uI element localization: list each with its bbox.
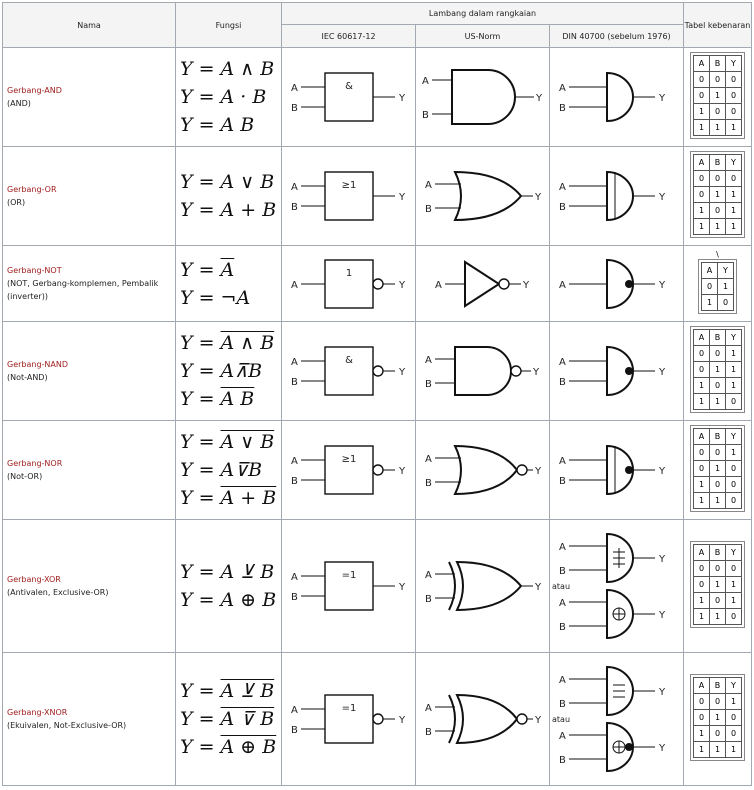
- svg-text:B: B: [558, 755, 566, 766]
- svg-text:Y: Y: [534, 466, 541, 477]
- formula: Y = A ∧ B: [180, 332, 275, 354]
- svg-text:A: A: [290, 572, 298, 583]
- formula: Y = A ⊽ B: [180, 708, 275, 730]
- function-cell: [176, 653, 282, 786]
- svg-text:Y: Y: [658, 687, 665, 698]
- formula: Y = A ∧ B: [180, 58, 275, 80]
- din-nand-gate-icon: [555, 341, 679, 401]
- svg-text:Y: Y: [398, 279, 405, 291]
- svg-text:A: A: [424, 180, 432, 191]
- header-din: DIN 40700 (sebelum 1976): [550, 25, 684, 48]
- svg-text:A: A: [290, 182, 298, 193]
- svg-text:Y: Y: [658, 192, 665, 203]
- svg-text:B: B: [558, 377, 566, 388]
- truth-table-cell: [684, 421, 752, 520]
- gate-row-or: [3, 147, 752, 246]
- svg-text:A: A: [558, 675, 566, 686]
- us-xnor-gate-icon: [421, 689, 545, 749]
- truth-table-cell: [684, 520, 752, 653]
- din-symbol: [550, 48, 684, 147]
- svg-text:A: A: [558, 182, 566, 193]
- formula: Y = ¬A: [180, 286, 251, 309]
- din-or-gate-icon: [555, 166, 679, 226]
- svg-text:B: B: [424, 379, 432, 390]
- svg-text:A: A: [424, 355, 432, 366]
- svg-text:1: 1: [345, 267, 352, 279]
- svg-text:B: B: [424, 478, 432, 489]
- svg-text:B: B: [290, 592, 298, 603]
- svg-text:&: &: [344, 81, 353, 92]
- formula: Y = A · B: [180, 86, 267, 108]
- svg-text:B: B: [424, 204, 432, 215]
- us-symbol: [416, 48, 550, 147]
- gate-row-nand: [3, 322, 752, 421]
- iec-nand-gate-icon: [287, 341, 411, 401]
- truth-table: A B Y 0 0 1 0 1 1 1 0 1 1 1 0: [693, 329, 742, 410]
- svg-text:A: A: [558, 456, 566, 467]
- svg-text:Y: Y: [534, 715, 541, 726]
- svg-text:Y: Y: [535, 93, 542, 104]
- din-and-gate-icon: [555, 67, 679, 127]
- svg-text:B: B: [290, 103, 298, 114]
- svg-text:A: A: [558, 731, 566, 742]
- us-nor-gate-icon: [421, 440, 545, 500]
- svg-text:A: A: [290, 705, 298, 716]
- alt-label: atau: [552, 582, 571, 591]
- formula: Y = A ⊕ B: [180, 736, 277, 758]
- gate-name-link[interactable]: Gerbang-OR: [7, 185, 57, 194]
- header-name: Nama: [3, 3, 176, 48]
- svg-text:Y: Y: [398, 466, 405, 477]
- us-and-gate-icon: [418, 62, 548, 132]
- formula: Y = A + B: [180, 487, 277, 509]
- function-cell: [176, 421, 282, 520]
- formula: $Y = \overline{A}$: [180, 258, 235, 281]
- function-cell: [176, 147, 282, 246]
- svg-text:Y: Y: [658, 279, 665, 291]
- din-xor-gate-icon: [555, 530, 679, 586]
- header-function: Fungsi: [176, 3, 282, 48]
- us-xor-gate-icon: [421, 556, 545, 616]
- gate-name-link[interactable]: Gerbang-XOR: [7, 575, 61, 584]
- formula: Y = A ⊻ B: [180, 680, 275, 702]
- formula: Y = A B: [180, 388, 255, 410]
- svg-text:B: B: [290, 202, 298, 213]
- iec-xnor-gate-icon: [287, 689, 411, 749]
- header-truth-table: Tabel kebenaran: [684, 3, 752, 48]
- gate-row-nor: [3, 421, 752, 520]
- din-xor-alt-gate-icon: [555, 586, 679, 642]
- svg-text:A: A: [558, 279, 566, 291]
- formula: Y = A B: [180, 114, 255, 136]
- gate-alias: (AND): [7, 99, 31, 108]
- truth-table-cell: \ A Y 0 1 1 0: [684, 246, 752, 322]
- truth-table: A B Y 0 0 0 0 1 1 1 0 1 1 1 1: [693, 154, 742, 235]
- truth-table-cell: [684, 653, 752, 786]
- gate-row-xnor: [3, 653, 752, 786]
- svg-text:Y: Y: [522, 279, 529, 291]
- svg-text:B: B: [558, 476, 566, 487]
- svg-text:A: A: [290, 456, 298, 467]
- svg-text:=1: =1: [341, 703, 356, 714]
- svg-text:B: B: [558, 622, 566, 633]
- svg-text:B: B: [558, 699, 566, 710]
- header-symbols: Lambang dalam rangkaian: [282, 3, 684, 25]
- alt-label: atau: [552, 715, 571, 724]
- gate-name-link[interactable]: Gerbang-NOR: [7, 459, 63, 468]
- us-nand-gate-icon: [421, 341, 545, 401]
- svg-text:Y: Y: [398, 93, 405, 104]
- svg-text:A: A: [290, 83, 298, 94]
- gate-alias: (NOT, Gerbang-komplemen, Pembalik (inverter)): [7, 279, 159, 301]
- iec-nor-gate-icon: [287, 440, 411, 500]
- iec-or-gate-icon: [287, 166, 411, 226]
- din-xnor-alt-gate-icon: [555, 719, 679, 775]
- iec-xor-gate-icon: [287, 556, 411, 616]
- svg-text:Y: Y: [658, 466, 665, 477]
- svg-text:A: A: [434, 279, 442, 291]
- svg-text:Y: Y: [398, 192, 405, 203]
- svg-text:B: B: [421, 110, 429, 121]
- function-cell: [176, 48, 282, 147]
- svg-text:Y: Y: [658, 367, 665, 378]
- function-cell: [176, 246, 282, 322]
- formula: Y = A + B: [180, 199, 277, 221]
- svg-text:B: B: [558, 566, 566, 577]
- gate-row-not: [3, 246, 752, 322]
- truth-table-cell: [684, 147, 752, 246]
- svg-text:B: B: [290, 377, 298, 388]
- truth-table-cell: [684, 48, 752, 147]
- svg-text:Y: Y: [398, 582, 405, 593]
- svg-text:B: B: [290, 725, 298, 736]
- svg-text:A: A: [424, 570, 432, 581]
- iec-symbol: [282, 48, 416, 147]
- function-cell: [176, 520, 282, 653]
- svg-text:A: A: [424, 454, 432, 465]
- svg-text:Y: Y: [534, 192, 541, 203]
- formula: Y = A ∨ B: [180, 431, 275, 453]
- svg-text:B: B: [424, 594, 432, 605]
- header-iec: IEC 60617-12: [282, 25, 416, 48]
- svg-text:Y: Y: [398, 367, 405, 378]
- svg-text:Y: Y: [658, 93, 665, 104]
- gate-row-xor: [3, 520, 752, 653]
- gate-name-link[interactable]: Gerbang-XNOR: [7, 708, 68, 717]
- gate-row-and: [3, 48, 752, 147]
- gate-alias: (Ekuivalen, Not-Exclusive-OR): [7, 721, 127, 730]
- din-xnor-gate-icon: [555, 663, 679, 719]
- formula: Y = A ⊕ B: [180, 589, 277, 611]
- iec-not-gate-icon: [287, 256, 411, 312]
- svg-text:Y: Y: [658, 554, 665, 565]
- truth-table: A Y 0 1 1 0: [701, 262, 734, 311]
- svg-text:A: A: [558, 542, 566, 553]
- header-us: US-Norm: [416, 25, 550, 48]
- svg-text:A: A: [290, 279, 298, 291]
- us-or-gate-icon: [421, 166, 545, 226]
- svg-text:Y: Y: [532, 367, 539, 378]
- svg-text:≥1: ≥1: [341, 454, 356, 465]
- logic-gates-table: [2, 2, 752, 786]
- iec-and-gate-icon: [287, 67, 411, 127]
- truth-table: A B Y 0 0 0 0 1 0 1 0 0 1 1 1: [693, 55, 742, 136]
- svg-text:Y: Y: [658, 743, 665, 754]
- svg-text:A: A: [421, 76, 429, 87]
- formula: Y = A ∨ B: [180, 171, 275, 193]
- gate-alias: (OR): [7, 198, 26, 207]
- svg-text:B: B: [558, 103, 566, 114]
- svg-text:B: B: [424, 727, 432, 738]
- truth-table: A B Y 0 0 0 0 1 1 1 0 1 1 1 0: [693, 544, 742, 625]
- svg-text:A: A: [558, 83, 566, 94]
- din-nor-gate-icon: [555, 440, 679, 500]
- svg-text:Y: Y: [658, 610, 665, 621]
- truth-table-cell: [684, 322, 752, 421]
- formula: Y = A ⊻ B: [180, 561, 275, 583]
- gate-name-link[interactable]: Gerbang-NOT: [7, 266, 62, 275]
- gate-alias: (Not-AND): [7, 373, 48, 382]
- truth-table: A B Y 0 0 1 0 1 0 1 0 0 1 1 0: [693, 428, 742, 509]
- formula: Y = A⊽B: [180, 459, 263, 481]
- gate-name-link[interactable]: Gerbang-AND: [7, 86, 62, 95]
- function-cell: [176, 322, 282, 421]
- truth-table: A B Y 0 0 1 0 1 0 1 0 0 1 1 1: [693, 677, 742, 758]
- svg-text:A: A: [424, 703, 432, 714]
- svg-text:&: &: [344, 355, 353, 366]
- gate-alias: (Antivalen, Exclusive-OR): [7, 588, 109, 597]
- svg-text:Y: Y: [534, 582, 541, 593]
- svg-text:Y: Y: [398, 715, 405, 726]
- gate-alias: (Not-OR): [7, 472, 43, 481]
- svg-text:A: A: [558, 357, 566, 368]
- svg-text:B: B: [558, 202, 566, 213]
- svg-text:B: B: [290, 476, 298, 487]
- din-not-gate-icon: [555, 256, 679, 312]
- svg-text:≥1: ≥1: [341, 180, 356, 191]
- gate-name-link[interactable]: Gerbang-NAND: [7, 360, 69, 369]
- svg-text:A: A: [558, 598, 566, 609]
- svg-text:A: A: [290, 357, 298, 368]
- us-not-gate-icon: [421, 256, 545, 312]
- formula: Y = A⊼B: [180, 360, 263, 382]
- svg-text:=1: =1: [341, 570, 356, 581]
